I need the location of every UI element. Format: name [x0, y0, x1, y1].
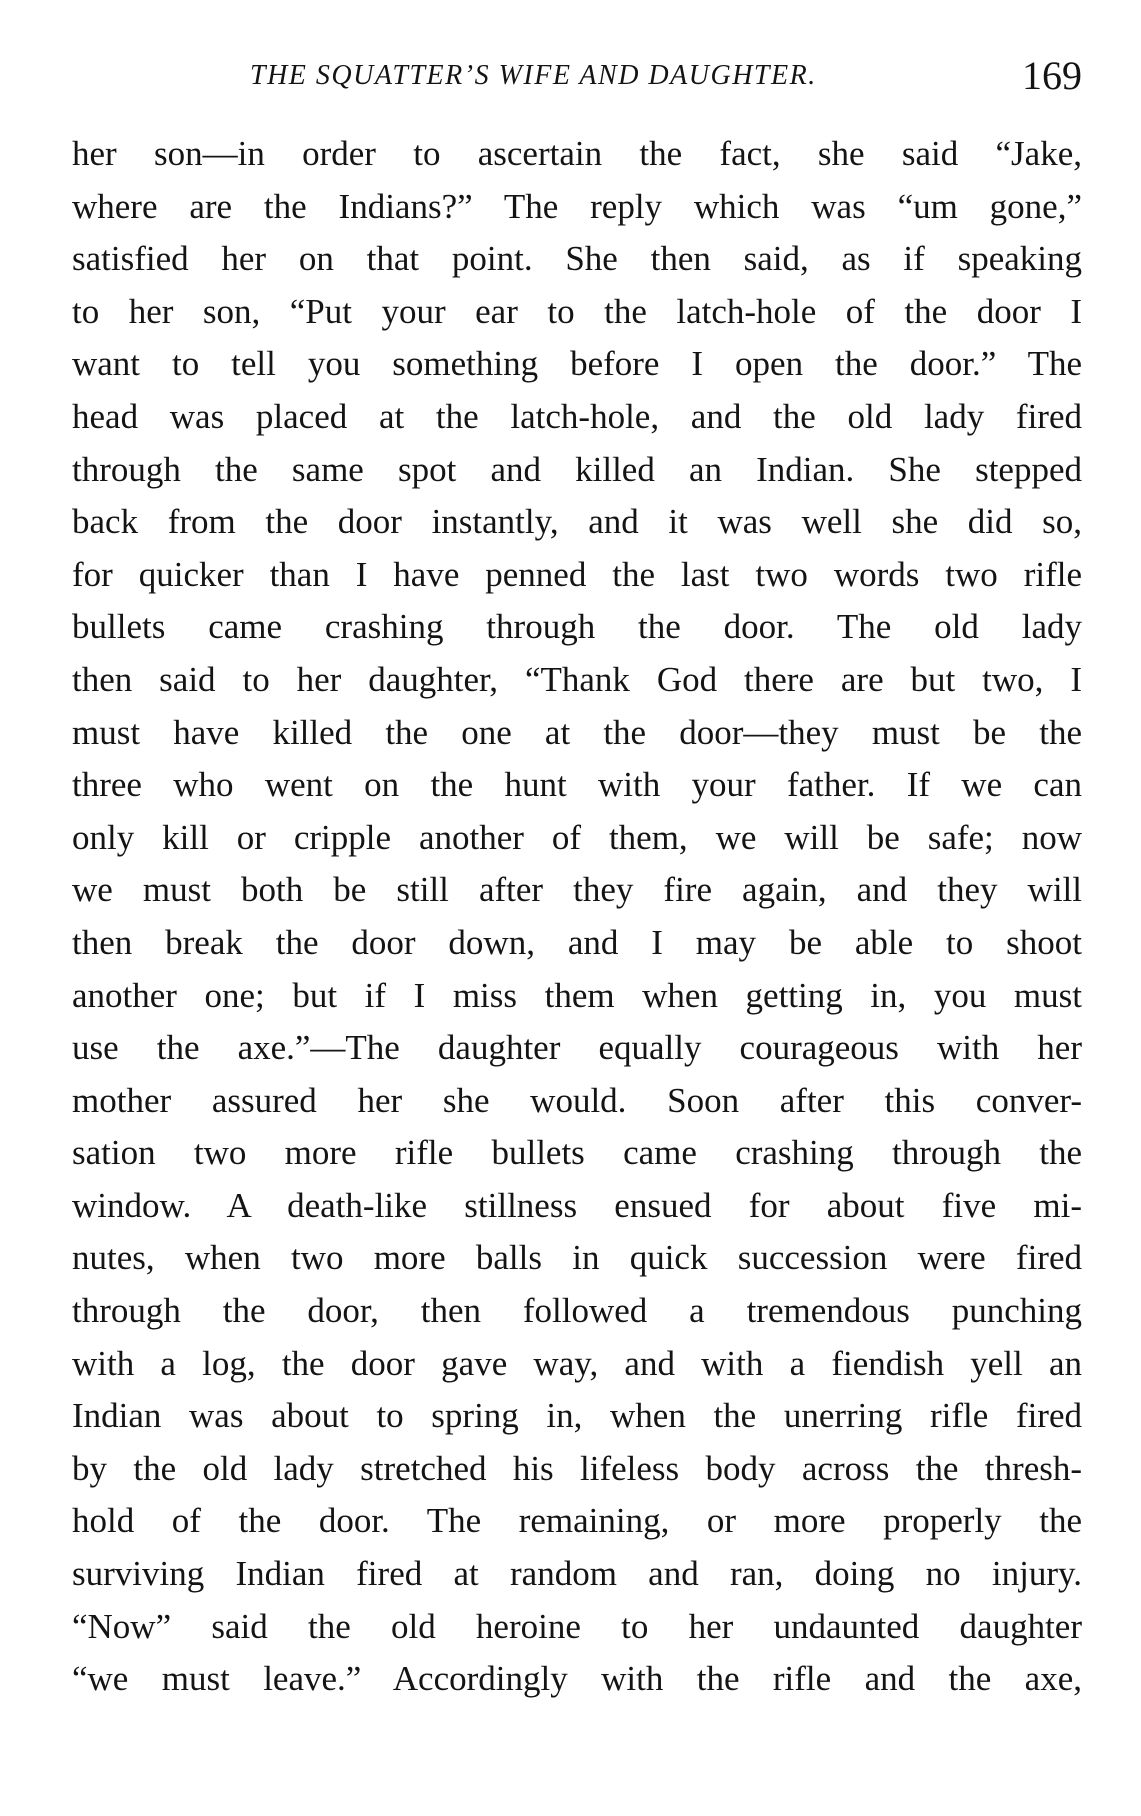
- text-line: “we must leave.” Accordingly with the rifle and the axe,: [72, 1659, 1082, 1699]
- text-line: with a log, the door gave way, and with a fiendish yell an: [72, 1343, 1082, 1383]
- text-line: back from the door instantly, and it was well she did so,: [72, 502, 1082, 542]
- text-line: sation two more rifle bullets came crashing through the: [72, 1133, 1082, 1173]
- text-line: bullets came crashing through the door. The old lady: [72, 607, 1082, 647]
- text-line: want to tell you something before I open the door.” The: [72, 344, 1082, 384]
- text-line: then break the door down, and I may be able to shoot: [72, 922, 1082, 962]
- text-line: only kill or cripple another of them, we will be safe; now: [72, 817, 1082, 857]
- page-number: 169: [1022, 53, 1082, 98]
- text-line: satisfied her on that point. She then said, as if speaking: [72, 239, 1082, 279]
- text-line: another one; but if I miss them when getting in, you must: [72, 975, 1082, 1015]
- text-line: head was placed at the latch-hole, and the old lady fired: [72, 396, 1082, 436]
- text-line: Indian was about to spring in, when the unerring rifle fired: [72, 1396, 1082, 1436]
- body-text: [72, 128, 1082, 1706]
- text-line: window. A death-like stillness ensued for about five mi-: [72, 1185, 1082, 1225]
- text-line: to her son, “Put your ear to the latch-hole of the door I: [72, 291, 1082, 331]
- text-line: three who went on the hunt with your father. If we can: [72, 765, 1082, 805]
- text-line: her son—in order to ascertain the fact, she said “Jake,: [72, 134, 1082, 173]
- text-line: for quicker than I have penned the last two words two rifle: [72, 554, 1082, 594]
- text-line: nutes, when two more balls in quick succession were fired: [72, 1238, 1082, 1278]
- text-line: then said to her daughter, “Thank God there are but two, I: [72, 659, 1082, 699]
- running-title: THE SQUATTER’S WIFE AND DAUGHTER.: [250, 60, 817, 91]
- running-head: [72, 52, 1082, 104]
- text-line: must have killed the one at the door—they must be the: [72, 712, 1082, 752]
- text-line: we must both be still after they fire again, and they will: [72, 870, 1082, 910]
- text-line: through the door, then followed a tremendous punching: [72, 1291, 1082, 1331]
- text-line: mother assured her she would. Soon after this conver-: [72, 1080, 1082, 1120]
- text-line: “Now” said the old heroine to her undaunted daughter: [72, 1606, 1082, 1646]
- text-line: hold of the door. The remaining, or more properly the: [72, 1501, 1082, 1541]
- text-line: use the axe.”—The daughter equally courageous with her: [72, 1028, 1082, 1068]
- text-line: where are the Indians?” The reply which was “um gone,”: [72, 186, 1082, 226]
- text-line: through the same spot and killed an Indian. She stepped: [72, 449, 1082, 489]
- text-line: surviving Indian fired at random and ran, doing no injury.: [72, 1554, 1082, 1594]
- text-line: by the old lady stretched his lifeless body across the thresh-: [72, 1448, 1082, 1488]
